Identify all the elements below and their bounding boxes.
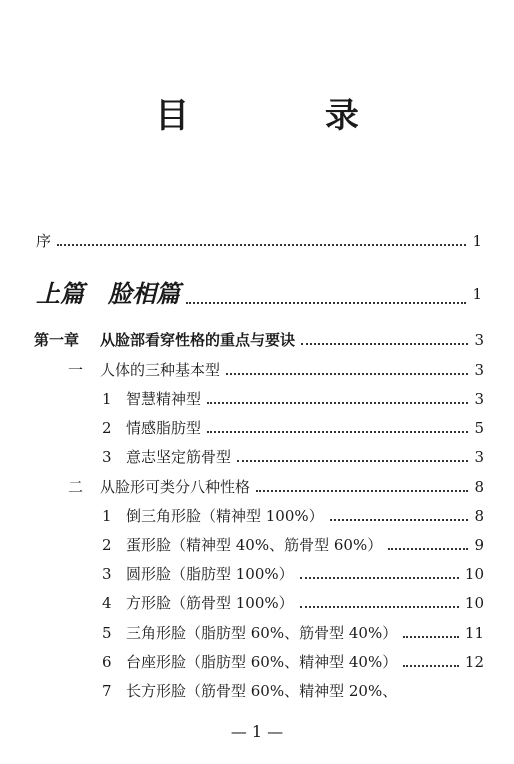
entry-page-number: 10 bbox=[464, 565, 484, 583]
toc-entry-part-one[interactable] bbox=[36, 280, 482, 308]
entry-page-number: 10 bbox=[464, 594, 484, 612]
leader-dots bbox=[57, 243, 466, 246]
toc-entry-subsection[interactable] bbox=[102, 682, 484, 700]
toc-entry-subsection[interactable] bbox=[102, 536, 484, 554]
entry-page-number: 8 bbox=[474, 507, 484, 525]
toc-entry-subsection[interactable] bbox=[102, 653, 484, 671]
entry-number: 一 bbox=[68, 361, 84, 379]
entry-label: 人体的三种基本型 bbox=[100, 361, 221, 379]
entry-page-number: 3 bbox=[474, 361, 484, 379]
entry-label: 台座形脸（脂肪型 60%、精神型 40%） bbox=[126, 653, 398, 671]
entry-number: 5 bbox=[102, 624, 112, 642]
entry-number: 2 bbox=[102, 536, 112, 554]
leader-dots bbox=[403, 635, 459, 638]
leader-dots bbox=[301, 342, 468, 345]
entry-page-number: 3 bbox=[474, 390, 484, 408]
toc-entry-subsection[interactable] bbox=[102, 624, 484, 642]
entry-number: 1 bbox=[102, 390, 112, 408]
entry-number: 1 bbox=[102, 507, 112, 525]
entry-page-number: 11 bbox=[464, 624, 484, 642]
entry-page-number: 3 bbox=[474, 448, 484, 466]
entry-label: 圆形脸（脂肪型 100%） bbox=[126, 565, 294, 583]
leader-dots bbox=[300, 605, 459, 608]
entry-label: 情感脂肪型 bbox=[126, 419, 202, 437]
entry-label: 从脸形可类分八种性格 bbox=[100, 478, 251, 496]
leader-dots bbox=[300, 576, 459, 579]
entry-page-number: 9 bbox=[474, 536, 484, 554]
entry-page-number: 3 bbox=[474, 331, 484, 349]
leader-dots bbox=[207, 401, 468, 404]
entry-label: 智慧精神型 bbox=[126, 390, 202, 408]
entry-label: 意志坚定筋骨型 bbox=[126, 448, 232, 466]
toc-entry-chapter-one[interactable] bbox=[34, 331, 484, 349]
leader-dots bbox=[330, 518, 469, 521]
entry-number: 4 bbox=[102, 594, 112, 612]
entry-label: 蛋形脸（精神型 40%、筋骨型 60%） bbox=[126, 536, 383, 554]
entry-page-number: 1 bbox=[472, 285, 482, 303]
toc-entry-subsection[interactable] bbox=[102, 565, 484, 583]
entry-number: 二 bbox=[68, 478, 84, 496]
leader-dots bbox=[403, 664, 459, 667]
entry-label: 倒三角形脸（精神型 100%） bbox=[126, 507, 324, 525]
leader-dots bbox=[207, 430, 468, 433]
leader-dots bbox=[237, 459, 468, 462]
entry-number: 7 bbox=[102, 682, 112, 700]
page-title: 目 录 bbox=[155, 96, 421, 136]
toc-entry-subsection[interactable] bbox=[102, 594, 484, 612]
page-footer-number: — 1 — bbox=[230, 722, 284, 741]
entry-label: 方形脸（筋骨型 100%） bbox=[126, 594, 294, 612]
entry-label: 长方形脸（筋骨型 60%、精神型 20%、 bbox=[126, 682, 398, 700]
leader-dots bbox=[226, 372, 468, 375]
entry-number: 第一章 bbox=[34, 331, 80, 349]
entry-label: 序 bbox=[36, 232, 52, 250]
entry-label: 从脸部看穿性格的重点与要诀 bbox=[100, 331, 296, 349]
entry-number: 6 bbox=[102, 653, 112, 671]
toc-entry-section[interactable] bbox=[68, 478, 484, 496]
entry-page-number: 8 bbox=[474, 478, 484, 496]
entry-label: 三角形脸（脂肪型 60%、筋骨型 40%） bbox=[126, 624, 398, 642]
entry-page-number: 12 bbox=[464, 653, 484, 671]
entry-page-number: 1 bbox=[472, 232, 482, 250]
toc-entry-subsection[interactable] bbox=[102, 419, 484, 437]
toc-entry-section[interactable] bbox=[68, 361, 484, 379]
entry-page-number: 5 bbox=[474, 419, 484, 437]
toc-entry-subsection[interactable] bbox=[102, 507, 484, 525]
toc-entry-subsection[interactable] bbox=[102, 390, 484, 408]
toc-entry-subsection[interactable] bbox=[102, 448, 484, 466]
entry-number: 3 bbox=[102, 448, 112, 466]
toc-entry-preface[interactable] bbox=[36, 232, 482, 250]
entry-label: 上篇 脸相篇 bbox=[36, 279, 180, 308]
entry-number: 2 bbox=[102, 419, 112, 437]
entry-number: 3 bbox=[102, 565, 112, 583]
leader-dots bbox=[256, 489, 468, 492]
leader-dots bbox=[388, 547, 468, 550]
leader-dots bbox=[186, 301, 466, 304]
